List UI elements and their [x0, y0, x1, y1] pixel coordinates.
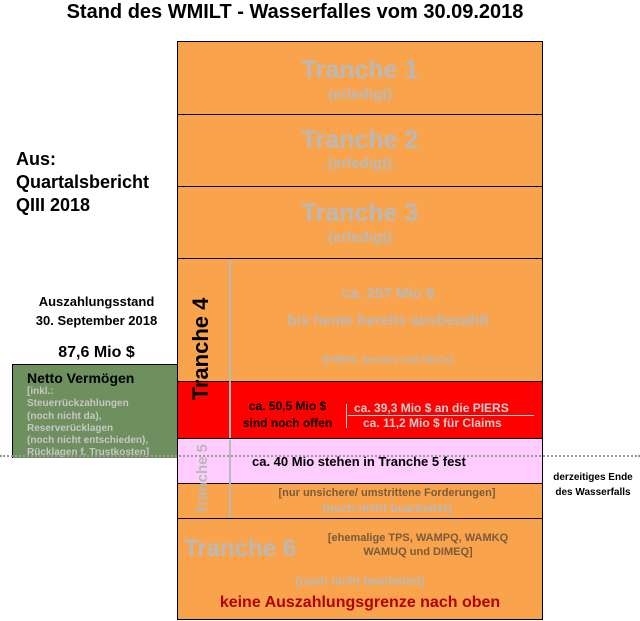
page-title: Stand des WMILT - Wasserfalles vom 30.09.2018	[66, 1, 524, 23]
tranche-6-box	[177, 518, 543, 620]
payout-status	[14, 292, 179, 330]
source-note	[16, 148, 149, 217]
tranche-4-divider	[229, 260, 231, 438]
tranche-1-box	[177, 41, 543, 115]
source-line-1: Aus:	[16, 149, 56, 169]
net-assets-line: (noch nicht entschieden),	[27, 435, 149, 447]
tranche-3-label: Tranche 3	[301, 199, 419, 227]
current-end-line-2: des Wasserfalls	[555, 487, 631, 498]
net-assets-line: Reserverücklagen	[27, 422, 114, 434]
tranche-4-open-text: sind noch offen	[242, 416, 333, 430]
tranche-5-open-box	[177, 483, 543, 519]
tranche-6-note-1: [ehemalige TPS, WAMPQ, WAMKQ	[327, 532, 509, 544]
net-assets-line: [inkl.:	[27, 386, 54, 397]
tranche-2-status: (erledigt)	[327, 155, 393, 172]
tranche-4-paid-text: bis heute bereits ausbezahlt	[287, 312, 489, 329]
tranche-4-split-bracket	[346, 404, 351, 428]
net-assets-title: Netto Vermögen	[27, 370, 135, 386]
source-line-2: Quartalsbericht	[16, 172, 150, 192]
tranche-5-status: (noch nicht bearbeitet)	[322, 501, 452, 515]
tranche-3-box	[177, 186, 543, 259]
tranche-3-status: (erledigt)	[327, 229, 393, 246]
tranche-1-label: Tranche 1	[301, 56, 419, 84]
tranche-5-fixed-text: ca. 40 Mio stehen in Tranche 5 fest	[252, 454, 466, 469]
payout-status-line-1: Auszahlungsstand	[38, 294, 155, 309]
tranche-4-paid-amount: ca. 257 Mio $	[341, 285, 435, 302]
tranche-4-piers: ca. 39,3 Mio $ an die PIERS	[354, 401, 509, 415]
tranche-4-paid-note: [PIERS, Seniors und GUCs]	[322, 355, 454, 366]
tranche-6-limit: keine Auszahlungsgrenze nach oben	[219, 594, 501, 611]
net-assets-details	[27, 386, 149, 460]
net-assets-line: (noch nicht da),	[27, 410, 102, 422]
current-end-line	[0, 455, 640, 457]
tranche-4-claims: ca. 11,2 Mio $ für Claims	[363, 416, 502, 430]
source-line-3: QIII 2018	[16, 195, 91, 215]
tranche-2-label: Tranche 2	[301, 126, 419, 154]
tranche-6-label: Tranche 6	[184, 535, 297, 562]
current-end-line-1: derzeitiges Ende	[553, 472, 633, 483]
tranche-5-divider	[229, 440, 231, 518]
tranche-6-note-2: WAMUQ und DIMEQ]	[363, 546, 473, 558]
current-end-label	[543, 470, 640, 500]
tranche-5-note: [nur unsichere/ umstrittene Forderungen]	[278, 487, 496, 499]
tranche-1-status: (erledigt)	[327, 86, 393, 103]
tranche-6-status: (noch nicht bearbeitet)	[295, 574, 425, 588]
net-assets-line: Steuerrückzahlungen	[27, 398, 129, 410]
net-assets-box	[12, 364, 178, 458]
tranche-4-label: Tranche 4	[188, 297, 213, 401]
tranche-5-label: Tranche 5	[194, 443, 211, 515]
tranche-4-paid-box	[177, 258, 543, 382]
tranche-5-fixed-box	[177, 438, 543, 484]
payout-status-line-2: 30. September 2018	[35, 313, 158, 328]
payout-amount: 87,6 Mio $	[58, 344, 135, 361]
tranche-2-box	[177, 114, 543, 187]
tranche-4-open-amount: ca. 50,5 Mio $	[248, 399, 327, 413]
tranche-4-open-box	[177, 381, 543, 439]
net-assets-line: Rücklagen f. Trustkosten]	[27, 447, 150, 459]
